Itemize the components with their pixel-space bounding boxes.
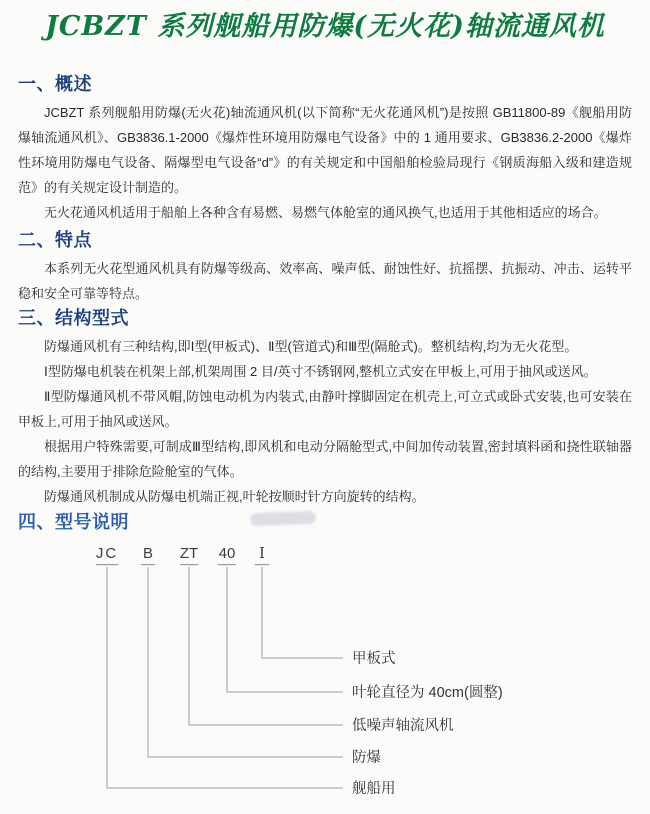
model-code-underline-40	[218, 564, 236, 565]
model-label-impeller-diameter: 叶轮直径为 40cm(圆整)	[352, 685, 503, 701]
section-features	[18, 226, 632, 304]
structure-paragraph-5: 防爆通风机制成从防爆电机端正视,叶轮按顺时针方向旋转的结构。	[44, 489, 425, 504]
model-line-40	[227, 567, 343, 692]
overview-paragraph-2: 无火花通风机适用于船舶上各种含有易燃、易燃气体舱室的通风换气,也适用于其他相适应的场合。	[44, 205, 607, 220]
model-line-zt	[189, 567, 343, 725]
features-paragraph-1: 本系列无火花型通风机具有防爆等级高、效率高、噪声低、耐蚀性好、抗摇摆、抗振动、冲击、运转平稳和安全可靠等特点。	[18, 261, 632, 301]
model-line-i	[262, 567, 343, 658]
section-overview-heading: 一、概述	[18, 74, 92, 94]
section-structure-heading: 三、结构型式	[18, 308, 129, 328]
structure-paragraph-1: 防爆通风机有三种结构,即Ⅰ型(甲板式)、Ⅱ型(管道式)和Ⅲ型(隔舱式)。整机结构,均为无火花型。	[44, 339, 578, 354]
section-model-designation	[18, 508, 632, 814]
model-code-jc: JC	[95, 545, 119, 562]
model-code-b: B	[142, 545, 154, 562]
model-label-deck-type: 甲板式	[352, 651, 396, 667]
model-designation-diagram	[18, 536, 632, 800]
model-code-underline-i	[255, 564, 269, 565]
model-label-explosion-proof: 防爆	[352, 750, 381, 766]
section-overview	[18, 70, 632, 226]
model-line-b	[148, 567, 343, 757]
model-code-underline-jc	[96, 564, 118, 565]
model-code-underline-zt	[180, 564, 198, 565]
section-structure	[18, 304, 632, 508]
model-line-jc	[107, 567, 343, 788]
model-code-zt: ZT	[179, 545, 199, 562]
section-model-heading: 四、型号说明	[18, 512, 129, 532]
structure-paragraph-4: 根据用户特殊需要,可制成Ⅲ型结构,即风机和电动分隔舱型式,中间加传动装置,密封填料函和挠性联轴器的结构,主要用于排除危险舱室的气体。	[18, 439, 632, 479]
model-label-low-noise-axial-fan: 低噪声轴流风机	[352, 718, 454, 734]
model-code-40: 40	[218, 545, 236, 562]
structure-paragraph-3: Ⅱ型防爆通风机不带风帽,防蚀电动机为内装式,由静叶撑脚固定在机壳上,可立式或卧式安装,也可安装在甲板上,可用于抽风或送风。	[18, 389, 632, 429]
model-code-underline-b	[141, 564, 155, 565]
model-label-marine-use: 舰船用	[352, 781, 396, 797]
structure-paragraph-2: Ⅰ型防爆电机装在机架上部,机架周围 2 目/英寸不锈钢网,整机立式安在甲板上,可用于抽风或送风。	[44, 364, 597, 379]
section-features-heading: 二、特点	[18, 230, 92, 250]
page-title: JCBZT 系列舰船用防爆(无火花)轴流通风机	[45, 11, 605, 42]
overview-paragraph-1: JCBZT 系列舰船用防爆(无火花)轴流通风机(以下简称“无火花通风机”)是按照 GB11800-89《舰船用防爆轴流通风机》、GB3836.1-2000《爆炸性环境用防爆电气设备》中的 1 通用要求、GB3836.2-2000《爆炸性环境用防爆电气设备、隔爆型电气设备“d”》的有关规定和中国船舶检验局现行《钢质海船入级和建造规范》的有关规定设计制造的。	[18, 105, 632, 195]
model-code-i: I	[259, 544, 265, 562]
